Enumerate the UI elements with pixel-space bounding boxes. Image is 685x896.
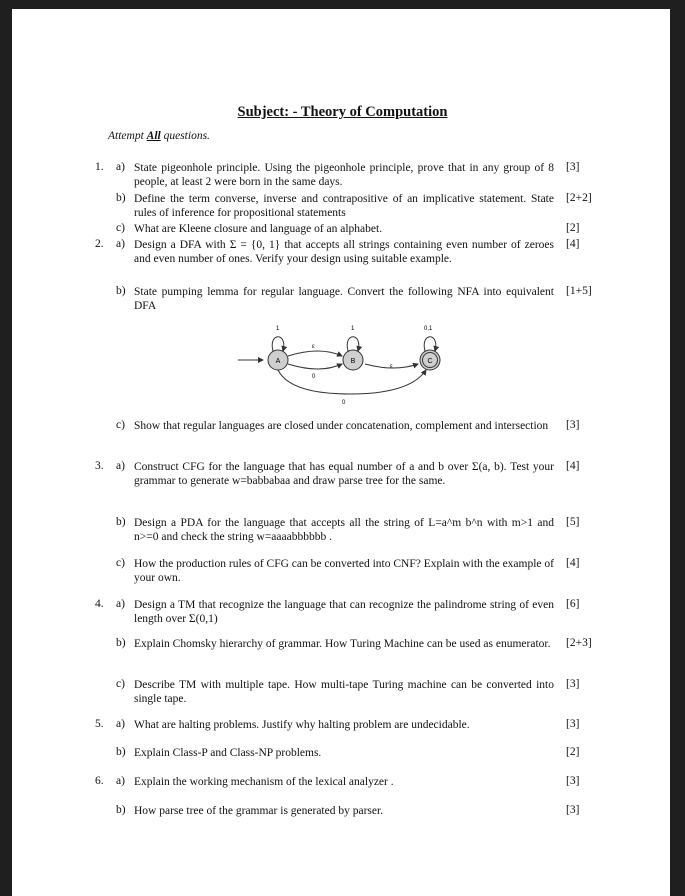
question-number: 1. bbox=[95, 161, 104, 173]
question-text: Explain Class-P and Class-NP problems. bbox=[134, 747, 322, 759]
marks: [2+2] bbox=[566, 192, 592, 204]
question-text: State pumping lemma for regular language. Convert the following NFA into equivalent DFA bbox=[134, 286, 554, 313]
marks: [1+5] bbox=[566, 285, 592, 297]
part-label: b) bbox=[116, 746, 126, 758]
question-number: 3. bbox=[95, 460, 104, 472]
edge-a-b-0 bbox=[288, 364, 342, 369]
edge-label: 0 bbox=[342, 400, 346, 406]
marks: [2] bbox=[566, 746, 580, 758]
edge-label: ε bbox=[390, 364, 393, 370]
marks: [4] bbox=[566, 557, 580, 569]
marks: [3] bbox=[566, 804, 580, 816]
question-text: Design a TM that recognize the language that can recognize the palindrome string of even length over Σ(0,1) bbox=[134, 599, 554, 626]
state-label: B bbox=[350, 358, 356, 365]
question-text: What are Kleene closure and language of an alphabet. bbox=[134, 223, 383, 235]
question-text: Show that regular languages are closed under concatenation, complement and intersection bbox=[134, 420, 549, 432]
part-label: b) bbox=[116, 804, 126, 816]
part-label: a) bbox=[116, 775, 125, 787]
marks: [6] bbox=[566, 598, 580, 610]
question-number: 5. bbox=[95, 718, 104, 730]
part-label: a) bbox=[116, 238, 125, 250]
state-label: A bbox=[275, 358, 281, 365]
part-label: a) bbox=[116, 460, 125, 472]
part-label: c) bbox=[116, 678, 125, 690]
exam-page bbox=[12, 9, 670, 896]
edge-a-c-0 bbox=[278, 370, 426, 394]
question-text: Design a PDA for the language that accepts all the string of L=a^m b^n with m>1 and n>=0 and check the string w=aaaabbbbbb . bbox=[134, 517, 554, 544]
question-text: What are halting problems. Justify why halting problem are undecidable. bbox=[134, 719, 470, 731]
loop-b bbox=[347, 337, 359, 351]
instruction: Attempt All questions. bbox=[108, 130, 210, 142]
question-text: Construct CFG for the language that has equal number of a and b over Σ(a, b). Test your grammar to generate w=babbabaa and draw parse tree for the same. bbox=[134, 461, 554, 488]
question-text: Explain the working mechanism of the lexical analyzer . bbox=[134, 776, 394, 788]
edge-label: ε bbox=[312, 344, 315, 350]
question-text: Design a DFA with Σ = {0, 1} that accepts all strings containing even number of zeroes and even number of ones. Verify your design using suitable example. bbox=[134, 239, 554, 266]
question-text: How parse tree of the grammar is generated by parser. bbox=[134, 805, 384, 817]
question-text: Define the term converse, inverse and contrapositive of an implicative statement. State rules of inference for propositional statements bbox=[134, 193, 554, 220]
marks: [5] bbox=[566, 516, 580, 528]
marks: [4] bbox=[566, 238, 580, 250]
question-text: Describe TM with multiple tape. How multi-tape Turing machine can be converted into single tape. bbox=[134, 679, 554, 706]
marks: [3] bbox=[566, 775, 580, 787]
edge-a-b-eps bbox=[288, 351, 342, 356]
question-text: How the production rules of CFG can be converted into CNF? Explain with the example of your own. bbox=[134, 558, 554, 585]
part-label: c) bbox=[116, 557, 125, 569]
loop-a bbox=[272, 337, 284, 351]
loop-label: 0,1 bbox=[424, 326, 433, 332]
part-label: c) bbox=[116, 419, 125, 431]
loop-label: 1 bbox=[276, 326, 280, 332]
nfa-diagram bbox=[230, 318, 470, 408]
part-label: a) bbox=[116, 161, 125, 173]
question-text: Explain Chomsky hierarchy of grammar. How Turing Machine can be used as enumerator. bbox=[134, 638, 551, 650]
part-label: b) bbox=[116, 285, 126, 297]
page-title: Subject: - Theory of Computation bbox=[237, 104, 448, 120]
part-label: c) bbox=[116, 222, 125, 234]
marks: [3] bbox=[566, 678, 580, 690]
loop-c bbox=[424, 337, 436, 351]
edge-label: 0 bbox=[312, 374, 316, 380]
question-number: 6. bbox=[95, 775, 104, 787]
marks: [4] bbox=[566, 460, 580, 472]
part-label: b) bbox=[116, 516, 126, 528]
question-number: 2. bbox=[95, 238, 104, 250]
question-text: State pigeonhole principle. Using the pigeonhole principle, prove that in any group of 8 people, at least 2 were born in the same days. bbox=[134, 162, 554, 189]
state-label: C bbox=[427, 358, 433, 365]
part-label: b) bbox=[116, 637, 126, 649]
part-label: a) bbox=[116, 598, 125, 610]
question-number: 4. bbox=[95, 598, 104, 610]
marks: [2+3] bbox=[566, 637, 592, 649]
marks: [3] bbox=[566, 718, 580, 730]
part-label: a) bbox=[116, 718, 125, 730]
part-label: b) bbox=[116, 192, 126, 204]
marks: [2] bbox=[566, 222, 580, 234]
loop-label: 1 bbox=[351, 326, 355, 332]
marks: [3] bbox=[566, 161, 580, 173]
marks: [3] bbox=[566, 419, 580, 431]
